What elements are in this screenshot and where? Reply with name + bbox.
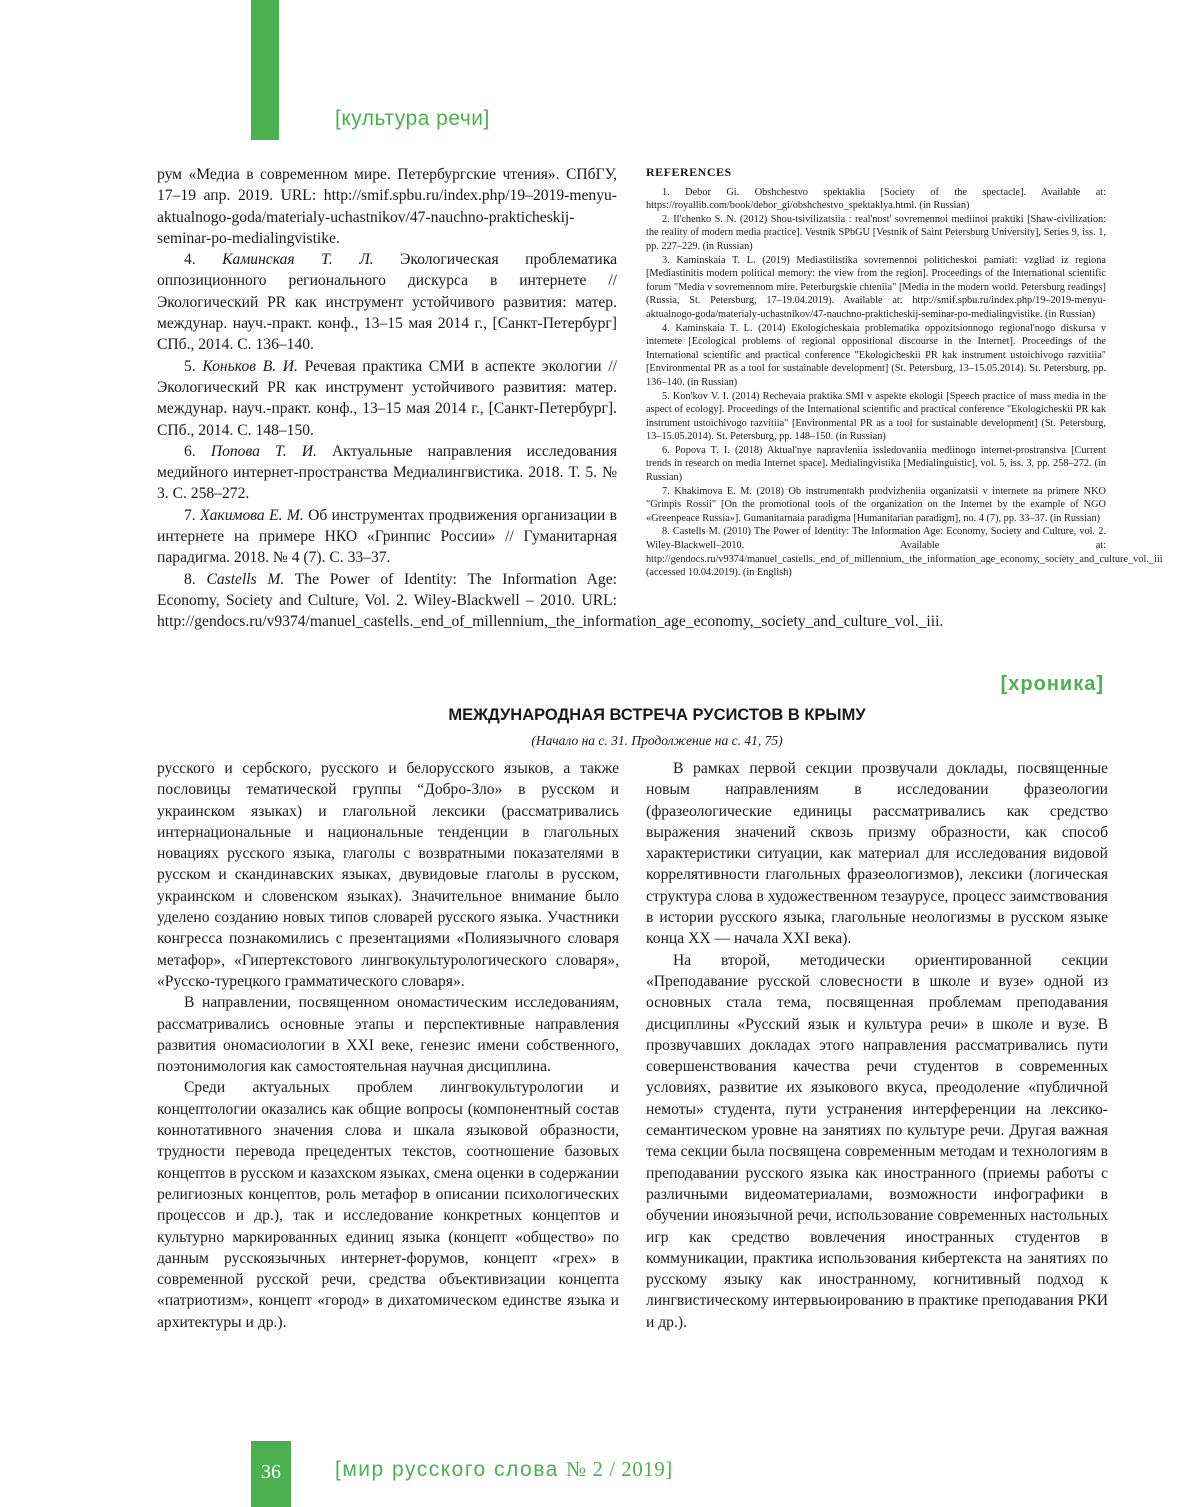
list-item-number: 5.	[184, 357, 196, 375]
list-item-number: 7.	[184, 506, 196, 524]
list-item-text: Экологическая проблематика оппозиционного регионального дискурса в интернете // Экологический PR как инструмент устойчивого развития: матер. междунар. науч.-практ. конф., 13–15 мая 2014 г., [Санкт-Петербург] СПб., 2014. С. 136–140.	[157, 251, 617, 354]
reference-item: 8. Castells M. (2010) The Power of Identity: The Information Age: Economy, Society and Culture, vol. 2. Wiley-Blackwell–2010. Available at: http://gendocs.ru/v9374/manuel_castells._end_of_millennium,_the_information_age_economy,_society_and_culture_vol._iii (accessed 10.04.2019). (in English)	[646, 526, 1163, 579]
page-number: 36	[261, 1461, 281, 1483]
article-paragraph: В рамках первой секции прозвучали доклады, посвященные новым направлениям в исследовании фразеологии (фразеологические единицы рассматривались как средство выражения значений сквозь призму образности, как способ характеристики ситуации, как материал для исследования видовой коррелятивности глагольных фразеологизмов), лексики (логическая структура слова в художественном тезаурусе, процесс заимствования в истории русского языка, глагольные неологизмы в русском языке конца XX — начала XXI века).	[646, 760, 1108, 948]
references-block	[646, 165, 1163, 580]
list-item-author: Castells M.	[206, 570, 285, 588]
list-item-number: 8.	[184, 570, 196, 588]
journal-name: [мир русского слова	[335, 1458, 559, 1481]
reference-item: 4. Kaminskaia T. L. (2014) Ekologicheskaia problematika oppozitsionnogo regional'nogo diskursa v internete [Ecological problems of regional oppositional discourse in the Internet]. Proceedings of the International scientific and practical conference "Ekologicheskii PR kak instrument ustoichivogo razvitiia" [Environmental PR as a tool for sustainable development] (St. Petersburg, 13–15.05.2014). St. Petersburg, pp. 136–140. (in Russian)	[646, 322, 1106, 388]
decorative-top-bar	[251, 0, 279, 140]
list-item-number: 4.	[184, 251, 196, 269]
reference-item: 7. Khakimova E. M. (2018) Ob instrumentakh prodvizheniia organizatsii v internete na primere NKO "Grinpis Rossii" [On the promotional tools of the organization on the Internet by the example of NGO «Greenpeace Russia»]. Gumanitarnaia paradigma [Humanitarian paradigm], no. 4 (7), pp. 33–37. (in Russian)	[646, 485, 1106, 524]
list-item-number: 6.	[184, 442, 196, 460]
list-item	[157, 356, 617, 441]
article-paragraph: Среди актуальных проблем лингвокультурологии и концептологии оказались как общие вопросы (компонентный состав коннотативного значения слова и шкала языковой образности, трудности перевода прецедентых текстов, соотношение базовых концептов в русском и казахском языках, смена оценки в содержании религиозных концептов, роль метафор в описании психологических процессов и др.), так и исследование конкретных концептов и культурно маркированных единиц языка (концепт «общество» по данным русскоязычных интернет-форумов, концепт «грех» в современной русской речи, средства объективизации концепта «патриотизм», концепт «город» в дихатомическом единстве языка и архитектуры и др.).	[157, 1079, 619, 1331]
reference-item: 1. Debor Gi. Obshchestvo spektaklia [Society of the spectacle]. Available at: https://royallib.com/book/debor_gi/obshchestvo_spektaklya.html. (in Russian)	[646, 186, 1106, 212]
article-paragraph: русского и сербского, русского и белорусского языков, а также пословицы тематической группы “Добро-Зло» в русском и украинском языках) и глагольной лексики (рассматривались интернациональные и национальные тенденции в глагольных новациях русского языка, глаголы с возвратными показателями в русском и скандинавских языках, двувидовые глаголы в русском, украинском и словенском языках). Значительное внимание было уделено созданию новых типов словарей русского языка. Участники конгресса познакомились с презентациями «Полиязычного словаря метафор», «Гипертекстового лингвокультурологического словаря», «Русско-турецкого грамматического словаря».	[157, 760, 619, 990]
journal-footer	[335, 1457, 673, 1482]
references-title: REFERENCES	[646, 165, 732, 179]
list-item	[157, 164, 617, 249]
reference-item: 3. Kaminskaia T. L. (2019) Mediastilistika sovremennoi politicheskoi pamiati: vzgliad iz regiona [Mediastinitis modern political memory: the view from the region]. Proceedings of the International scientific forum "Media v sovremennom mire. Peterburgskie chteniia" [Media in the modern world. Petersburg readings] (Russia, St. Petersburg, 17–19.04.2019). Available at: http://smif.spbu.ru/index.php/19–2019-menyu-aktualnogo-goda/materialy-uchastnikov/47-nauchno-prakticheskij-seminar-po-medialingvistike. (in Russian)	[646, 254, 1106, 320]
article-column-left	[157, 758, 619, 1333]
list-item-text: Об инструментах продвижения организации в интернете на примере НКО «Гринпис России» // Гуманитарная парадигма. 2018. № 4 (7). С. 33–37.	[157, 506, 617, 567]
reference-item: 2. Il'chenko S. N. (2012) Shou-tsivilizatsiia : real'nost' sovremennoi mediinoi praktiki [Shaw-civilization: the reality of modern media practice]. Vestnik SPbGU [Vestnik of Saint Petersburg University], Series 9, iss. 1, pp. 227–229. (in Russian)	[646, 213, 1106, 252]
article-subtitle: (Начало на с. 31. Продолжение на с. 41, 75)	[531, 733, 783, 748]
list-item-text: Речевая практика СМИ в аспекте экологии // Экологический PR как инструмент устойчивого развития: матер. междунар. науч.-практ. конф., 13–15 мая 2014 г., [Санкт-Петербург]. СПб., 2014. С. 148–150.	[157, 357, 617, 439]
article-column-right	[646, 758, 1108, 1333]
article-paragraph: В направлении, посвященном ономастическим исследованиям, рассматривались основные этапы и перспективные направления развития ономасиологии в XXI веке, генезис имени собственного, поэтонимология как самостоятельная научная дисциплина.	[157, 994, 619, 1076]
list-item-text: рум «Медиа в современном мире. Петербургские чтения». СПбГУ, 17–19 апр. 2019. URL: http://smif.spbu.ru/index.php/19–2019-menyu-aktualnogo-goda/materialy-uchastnikov/47-nauchno-prakticheskij-seminar-po-medialingvistike.	[157, 166, 617, 247]
list-item	[157, 505, 617, 569]
chronicle-label: [хроника]	[1000, 673, 1104, 695]
journal-issue: № 2 / 2019]	[566, 1457, 673, 1481]
reference-item: 5. Kon'kov V. I. (2014) Rechevaia praktika SMI v aspekte ekologii [Speech practice of mass media in the aspect of ecology]. Proceedings of the International scientific and practical conference "Ekologicheskii PR kak instrument ustoichivogo razvitiia" [Environmental PR as a tool for sustainable development] (St. Petersburg, 13–15.05.2014). St. Petersburg, pp. 148–150. (in Russian)	[646, 390, 1106, 443]
section-label: [культура речи]	[335, 107, 490, 130]
article-paragraph: На второй, методически ориентированной секции «Преподавание русской словесности в школе и вузе» одной из основных стала тема, посвященная проблемам преподавания дисциплины «Русский язык и культура речи» в школе и вузе. В прозвучавших докладах этого направления рассматривались пути совершенствования качества речи студентов в современных условиях, развитие их языкового вкуса, преодоление «публичной немоты» студента, пути устранения интерференции на лексико-семантическом уровне на занятиях по культуре речи. Другая важная тема секции была посвящена современным методам и технологиям в преподавании русского языка как иностранного (приемы работы с различными видеоматериалами, возможности инфографики в обучении иноязычной речи, использование современных настольных игр как средство вовлечения иностранных студентов в коммуникации, практика использования кибертекста на занятиях по русскому языку как иностранному, когнитивный подход к лингвистическому интервьюированию в практике преподавания РКИ и др.).	[646, 951, 1108, 1331]
list-item-author: Попова Т. И.	[210, 442, 317, 460]
list-item-text: Актуальные направления исследования медийного интернет-пространства Медиалингвистика. 2018. Т. 5. № 3. С. 258–272.	[157, 442, 617, 503]
list-item-author: Коньков В. И.	[202, 357, 298, 375]
list-item-text: The Power of Identity: The Information Age: Economy, Society and Culture, Vol. 2. Wiley-Blackwell – 2010. URL: http://gendocs.ru/v9374/manuel_castells._end_of_millennium,_the_information_age_economy,_society_and_culture_vol._iii.	[157, 570, 944, 631]
list-item	[157, 441, 617, 505]
list-item-author: Хакимова Е. М.	[200, 506, 304, 524]
list-item-author: Каминская Т. Л.	[222, 251, 374, 269]
list-item	[157, 249, 617, 355]
reference-item: 6. Popova T. I. (2018) Aktual'nye napravleniia issledovaniia mediinogo internet-prostranstva [Current trends in research on media Internet space]. Medialingvistika [Medialinguistic], vol. 5, iss. 3, pp. 258–272. (in Russian)	[646, 444, 1106, 484]
article-title: МЕЖДУНАРОДНАЯ ВСТРЕЧА РУСИСТОВ В КРЫМУ	[448, 706, 866, 724]
list-item	[157, 569, 944, 633]
